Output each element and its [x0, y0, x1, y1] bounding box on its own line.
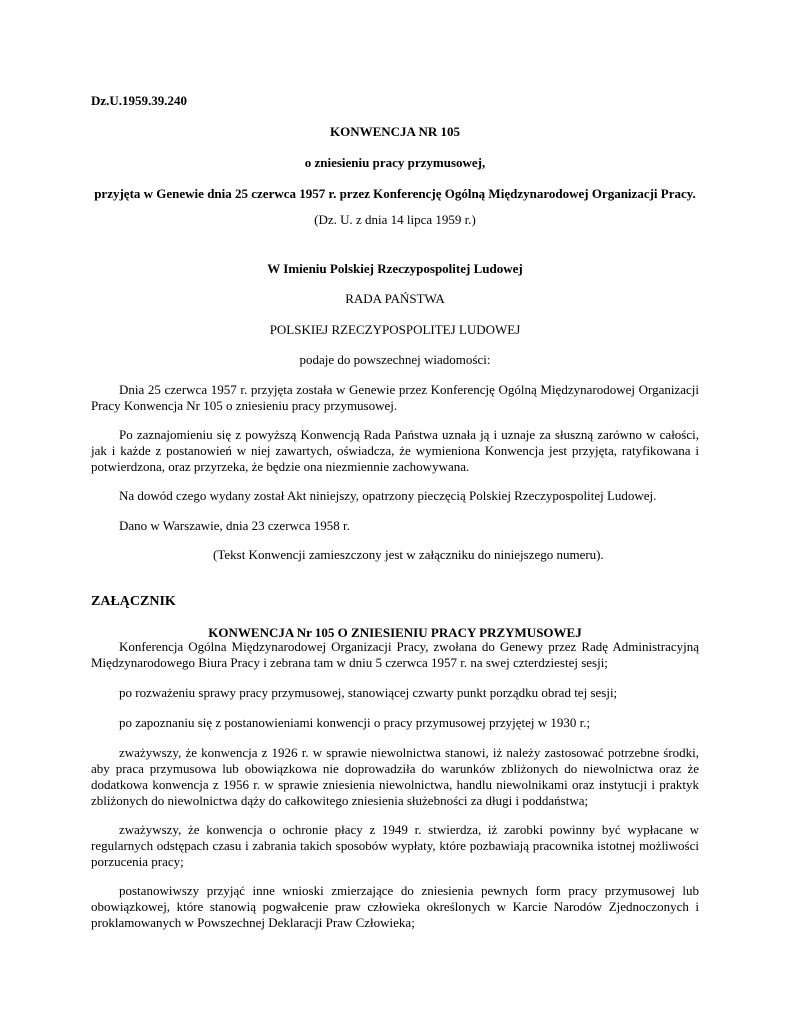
annex-paragraph-6-line: obowiązkowej, które stanowią pogwałcenie praw człowieka określonych w Karcie Narodów Zjednoczonych i: [91, 899, 699, 914]
paragraph-1-line: Dnia 25 czerwca 1957 r. przyjęta została w Genewie przez Konferencję Ogólną Międzynarodowej Organizacji: [119, 382, 699, 397]
council-name-line-1: RADA PAŃSTWA: [345, 291, 445, 306]
annex-paragraph-4-line: aby praca przymusowa lub obowiązkowa nie doprowadziła do warunków zbliżonych do niewolnictwa oraz że: [91, 761, 699, 776]
annex-paragraph-5-line: porzucenia pracy;: [91, 854, 184, 869]
in-name-heading: W Imieniu Polskiej Rzeczypospolitej Ludowej: [267, 261, 523, 276]
paragraph-3: Na dowód czego wydany został Akt niniejszy, opatrzony pieczęcią Polskiej Rzeczypospolitej Ludowej.: [119, 488, 657, 503]
annex-heading: ZAŁĄCZNIK: [91, 594, 176, 609]
council-name-line-2: POLSKIEJ RZECZYPOSPOLITEJ LUDOWEJ: [269, 322, 521, 337]
paragraph-5: (Tekst Konwencji zamieszczony jest w załączniku do niniejszego numeru).: [213, 547, 604, 562]
publication-date: (Dz. U. z dnia 14 lipca 1959 r.): [314, 212, 476, 227]
annex-paragraph-1-line: Międzynarodowego Biura Pracy i zebrana tam w dniu 5 czerwca 1957 r. na swej czterdziestej sesji;: [91, 655, 608, 670]
annex-paragraph-4-line: dodatkowa konwencja z 1956 r. w sprawie zniesienia niewolnictwa, handlu niewolnikami oraz instytucji i praktyk: [91, 777, 699, 792]
paragraph-2-line: potwierdzona, oraz przyrzeka, że będzie ona niezmiennie zachowywana.: [91, 459, 470, 474]
document-reference: Dz.U.1959.39.240: [91, 93, 188, 108]
convention-adoption-line: przyjęta w Genewie dnia 25 czerwca 1957 r. przez Konferencję Ogólną Międzynarodowej Organizacji Pracy.: [94, 186, 696, 201]
annex-paragraph-5-line: regularnych odstępach czasu i zabrania takich sposobów wypłaty, które pozbawiają pracownika istotnej możliwości: [91, 838, 699, 853]
annex-paragraph-4-line: zważywszy, że konwencja z 1926 r. w sprawie niewolnictwa stanowi, iż należy zastosować potrzebne środki,: [119, 745, 699, 760]
annex-paragraph-5-line: zważywszy, że konwencja o ochronie płacy z 1949 r. stwierdza, iż zarobki powinny być wypłacane w: [119, 822, 699, 837]
paragraph-4: Dano w Warszawie, dnia 23 czerwca 1958 r.: [119, 518, 350, 533]
convention-title: KONWENCJA NR 105: [329, 124, 460, 139]
document-page: [91, 0, 699, 1024]
annex-paragraph-4-line: zbliżonych do niewolnictwa dąży do całkowitego zniesienia służebności za długi i poddaństwa;: [91, 793, 589, 808]
convention-subtitle: o zniesieniu pracy przymusowej,: [304, 155, 486, 170]
announcement-line: podaje do powszechnej wiadomości:: [299, 352, 491, 367]
paragraph-2-line: jak i każde z postanowień w niej zawartych, oświadcza, że wymieniona Konwencja jest przyjęta, ratyfikowana i: [91, 443, 699, 458]
annex-paragraph-6-line: postanowiwszy przyjąć inne wnioski zmierzające do zniesienia pewnych form pracy przymusowej lub: [119, 883, 699, 898]
annex-title: KONWENCJA Nr 105 O ZNIESIENIU PRACY PRZYMUSOWEJ: [208, 625, 582, 640]
annex-paragraph-3: po zapoznaniu się z postanowieniami konwencji o pracy przymusowej przyjętej w 1930 r.;: [119, 715, 591, 730]
paragraph-1-line: Pracy Konwencja Nr 105 o zniesieniu pracy przymusowej.: [91, 398, 398, 413]
annex-paragraph-1-line: Konferencja Ogólna Międzynarodowej Organizacji Pracy, zwołana do Genewy przez Radę Administracyjną: [119, 639, 699, 654]
annex-paragraph-2: po rozważeniu sprawy pracy przymusowej, stanowiącej czwarty punkt porządku obrad tej sesji;: [119, 685, 618, 700]
annex-paragraph-6-line: proklamowanych w Powszechnej Deklaracji Praw Człowieka;: [91, 915, 415, 930]
paragraph-2-line: Po zaznajomieniu się z powyższą Konwencją Rada Państwa uznała ją i uznaje za słuszną zarówno w całości,: [119, 427, 699, 442]
